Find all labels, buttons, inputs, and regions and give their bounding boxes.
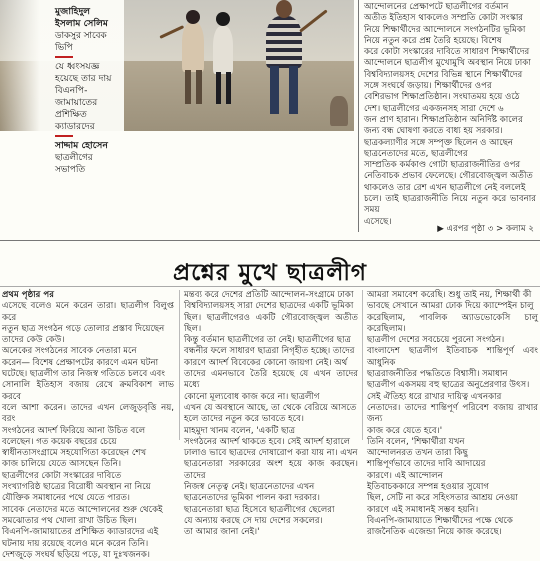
- body-text-line: তিনি বলেন, 'শিক্ষার্থীরা যখন: [367, 436, 465, 447]
- body-text-line: বিএনপি-জামায়াতের প্রশিক্ষিত ক্যাডারদের এই: [2, 527, 159, 538]
- body-text-line: সাম্প্রতিক কর্মকাণ্ড গোটা ছাত্ররাজনীতির ওপর: [364, 160, 521, 171]
- stick: [299, 9, 328, 32]
- column-rule: [362, 290, 363, 440]
- body-text-line: ছাত্রলীগ একসময় বহু ছাত্রের অনুপ্রেরণার উৎস।: [367, 380, 530, 391]
- body-text-line: কাজ করে যেতে হবে।': [367, 425, 443, 436]
- person-head: [186, 10, 200, 24]
- body-text-line: ছাত্রলীগের কোটা সংস্কারের দাবিতে: [2, 470, 122, 481]
- body-column-1: [2, 290, 174, 560]
- body-text-line: রাজনৈতিক এজেন্ডা নিয়ে কাজ করেছে।: [367, 527, 502, 538]
- body-text-line: আমরা সমাবেশ করেছি। শুধু তাই নয়, শিক্ষার্থী কী: [367, 290, 532, 300]
- body-text-line: ছাত্রনেতাদের ভূমিকা পালন করা দরকার।: [184, 493, 320, 504]
- caption-accent-bar: [55, 135, 73, 137]
- caption-role: ছাত্রলীগের সভাপতি: [55, 153, 93, 175]
- body-text-line: কিন্তু বর্তমান ছাত্রলীগের তা নেই। ছাত্রলীগের ছাত্র: [184, 335, 351, 346]
- body-text-line: স্বাধীনতাসংগ্রামে সহযোগিতা করেছেন শেখ: [2, 448, 147, 459]
- body-text-line: তা আমার জানা নেই।': [184, 527, 260, 538]
- body-text-line: এসেছে।: [364, 216, 392, 227]
- body-text-line: সমঝোতার পথ খোলা রাখা উচিত ছিল।: [2, 515, 137, 526]
- stick: [159, 25, 184, 39]
- body-text-line: যৌক্তিক সমাধানের পথে যেতে পারত।: [2, 493, 130, 504]
- body-text-line: নেতাদের। তাদের শান্তিপূর্ণ পরিবেশ বজায় রাখার জন্য: [367, 402, 538, 425]
- story-headline: প্রশ্নের মুখে ছাত্রলীগ: [173, 259, 367, 286]
- body-text-line: যে অন্যায় করছে সে দায় দেশের সকলের।: [184, 515, 323, 526]
- body-text-line: করেছিলাম, পাবলিক অ্যাডভোকেসি চালু করেছিলাম।: [367, 312, 538, 334]
- person-head: [276, 0, 292, 18]
- body-text-line: আন্দোলনের প্রেক্ষাপটে ছাত্রলীগের বর্তমান: [364, 2, 509, 12]
- person-leg: [216, 72, 221, 104]
- body-text-line: ছাত্রনেতারা ছাত্র হিসেবে ছাত্রলীগের ছেলেরা: [184, 504, 335, 515]
- body-text-line: বলেছেন। গত কয়েক বছরের চেয়ে: [2, 436, 117, 447]
- body-text-line: থাকলেও তার রেশ এখন ছাত্রলীগে নেই বললেই: [364, 182, 526, 193]
- body-text-line: করেন— বিশেষ প্রেক্ষাপটের কারণে এমন ঘটনা: [2, 357, 159, 368]
- person-leg: [226, 72, 231, 104]
- column-label: প্রথম পৃষ্ঠার পর: [2, 290, 54, 300]
- body-text-line: ভাবছে সেখানে আমরা ঢোক দিয়ে ক্যাম্পেইন চালু: [367, 301, 534, 312]
- body-text-line: সংখ্যাগরিষ্ঠ ছাত্রের বিরোধী অবস্থান না নিয়ে: [2, 482, 151, 493]
- caption-name: সাদ্দাম হোসেন: [55, 140, 108, 151]
- body-text-line: নেতিবাচক প্রভাব ফেলেছে। গৌরবোজ্জ্বল অতীত: [364, 171, 533, 182]
- body-text-line: নিয়ে নতুন করে প্রশ্ন তৈরি হয়েছে। বিশেষ: [364, 35, 502, 46]
- person-leg: [196, 70, 202, 104]
- body-text-line: ছাত্রনেতাদের মতে, ছাত্রলীগের: [364, 148, 468, 159]
- body-text-line: জন প্রাণ হারান। শিক্ষাপ্রতিষ্ঠান অনির্দিষ্ট কালের: [364, 114, 523, 125]
- body-text-line: ছাত্রনেতারা সরকারের অংশ হয়ে কাজ করছেন। তাদের: [184, 459, 358, 481]
- body-column-2: [184, 290, 358, 538]
- body-text-line: নিয়ে শিক্ষার্থীদের আন্দোলনে সংগঠনটির ভূমিকা: [364, 24, 526, 35]
- body-text-line: সোনালি ইতিহাস বজায় রেখে ক্রমবিকাশ লাভ করবে: [2, 380, 174, 402]
- body-text-line: বিএনপি-জামায়াতে শিক্ষার্থীদের পক্ষে থেকে: [367, 515, 513, 526]
- body-text-line: মন্তব্য করে দেশের প্রতিটি আন্দোলন-সংগ্রামে ঢাকা: [184, 290, 354, 300]
- body-text-line: আন্দোলনে ছাত্রলীগ মুখোমুখি অবস্থান নিয়ে ঢাকা: [364, 58, 531, 69]
- body-text-line: ছাত্ররাজনীতির পদ্ধতিতে বিশ্বাসী। সমাধান: [367, 369, 508, 380]
- body-text-line: বলে আশা করেন। তাদের এখন লেজুড়বৃত্তি নয়, বরং: [2, 402, 174, 425]
- body-text-line: ছিল, সেটি না করে সহিংসতার আশ্রয় নেওয়া: [367, 493, 518, 504]
- person-head: [216, 12, 230, 26]
- body-text-line: বিশ্ববিদ্যালয়সহ দেশের বিভিন্ন স্থানে শিক্ষার্থীদের: [364, 69, 523, 80]
- body-text-line: সঙ্গে সংঘর্ষে জড়ায়। শিক্ষার্থীদের ওপর: [364, 81, 492, 92]
- body-text-line: মাহমুদা খানম বলেন, 'একটি ছাত্র: [184, 425, 296, 436]
- body-text-line: সেই ঐতিহ্য ধরে রাখার দায়িত্ব এখনকার: [367, 391, 502, 402]
- person-figure: [266, 16, 302, 68]
- column-rule: [358, 0, 359, 232]
- body-text-line: নতুন ছাত্র সংগঠন গড়ে তোলার প্রস্তাব দিয়েছেন: [2, 323, 165, 334]
- caption-person: [55, 6, 118, 54]
- body-text-line: কোনো মূল্যবোধ কাজ করে না। ছাত্রলীগ: [184, 391, 320, 402]
- caption-name: মুজাহিদুল ইসলাম সেলিম: [55, 6, 109, 29]
- bystander-figure: [330, 96, 348, 126]
- body-text-line: ঢালাও ভাবে ছাত্রদের দোষারোপ করা যায় না। এখন: [184, 448, 358, 459]
- body-text-line: চলে। তাই ছাত্ররাজনীতি নিয়ে নতুন করে ভাবনার সময়: [364, 194, 536, 216]
- body-text-line: জন্য বন্ধ ঘোষণা করতে বাধ্য হয় সরকার।: [364, 126, 503, 137]
- body-text-line: বন্ধনীর ফলে সাধারণ ছাত্ররা নিগৃহীত হচ্ছে। তাদের: [184, 346, 355, 357]
- body-text-line: ঘটেছে। ছাত্রলীগ তার নিজস্ব গতিতে চলবে এবং: [2, 369, 165, 380]
- body-text-line: কাজ চালিয়ে যেতে আসছেন তিনি।: [2, 459, 122, 470]
- body-text-line: কারণে এই সমাধানই সম্ভব হয়নি।: [367, 504, 479, 515]
- column-rule: [179, 290, 180, 440]
- body-text-line: হলে তাদের নতুন করে ভাবতে হবে।: [184, 414, 304, 425]
- person-leg: [185, 70, 191, 104]
- body-text-line: কারণে। এই আন্দোলন: [367, 470, 443, 481]
- caption-block: [0, 0, 124, 175]
- body-text-line: আন্দোলনরত তখন তারা কিছু: [367, 448, 468, 459]
- body-text-line: ইতিবাচককারে সম্পন্ন হওয়ার সুযোগ: [367, 482, 490, 493]
- body-text-line: সাবেক নেতাদের মতে আন্দোলনের শুরু থেকেই: [2, 504, 163, 515]
- body-column-3: [367, 290, 538, 538]
- body-text-line: অনেকের সংগঠনের সাবেক নেতারা মনে: [2, 346, 137, 357]
- right-top-column: [364, 2, 536, 227]
- person-leg: [289, 66, 298, 114]
- body-text-line: ছিল। ছাত্রলীগেরও একটি গৌরবোজ্জ্বল অতীত ছিল।: [184, 312, 358, 334]
- body-text-line: বেশিরভাগ শিক্ষাপ্রতিষ্ঠান। সংঘাতময় হয়ে ওঠে: [364, 92, 520, 103]
- body-text-line: সংগঠনের আদর্শ থাকতে হবে। সেই আদর্শ হারালে: [184, 436, 351, 447]
- body-text-line: তাদের এমনভাবে তৈরি হয়েছে যে এখন তাদের মধ্যে: [184, 369, 358, 391]
- body-text-line: এখন যে অবস্থানে আছে, তা থেকে বেরিয়ে আসতে: [184, 402, 357, 413]
- body-text-line: ছাত্রলীগ দেশের সবচেয়ে পুরনো সংগঠন।: [367, 335, 505, 346]
- body-text-line: সংগঠনের আদর্শ ফিরিয়ে আনা উচিত বলে: [2, 425, 146, 436]
- body-text-line: বাংলাদেশ ছাত্রলীগ ইতিবাচক শান্তিপূর্ণ এবং আধুনিক: [367, 346, 538, 368]
- body-text-line: করে কোটা সংস্কারের দাবিতে সাধারণ শিক্ষার্থীদের: [364, 47, 530, 58]
- body-text-line: ছাত্রকল্যাণীর সঙ্গে সম্পৃক্ত ছিলেন ও আছেন: [364, 137, 514, 148]
- body-text-line: তাদের কেউ কেউ।: [2, 335, 65, 346]
- body-text-line: ঘটনায় দায় রয়েছে বলেও মনে করেন তিনি।: [2, 538, 149, 549]
- caption-role: ডাকসুর সাবেক ভিপি: [55, 31, 107, 53]
- caption-person: [55, 140, 118, 176]
- body-text-line: এসেছে বলেও মনে করেন তারা। ছাত্রলীগ বিলুপ্ত করে: [2, 301, 174, 323]
- caption-accent-bar: [55, 56, 73, 58]
- body-text-line: দেশজুড়ে সংঘর্ষ ছড়িয়ে পড়ে, যা দুঃখজনক।: [2, 549, 151, 560]
- body-text-line: শান্তিপূর্ণভাবে তাদের দাবি আদায়ের: [367, 459, 486, 470]
- body-text-line: অতীত ইতিহাস থাকলেও সম্প্রতি কোটা সংস্কার: [364, 13, 524, 24]
- person-figure: [182, 22, 204, 72]
- person-leg: [270, 66, 279, 114]
- caption-quote: যে ধ্বংসযজ্ঞ হয়েছে তার দায় বিএনপি-জামায়াতের প্রশিক্ষিত ক্যাডারদের: [55, 61, 112, 132]
- body-text-line: দেশ। ছাত্রলীগের একজনসহ সারা দেশে ৬: [364, 103, 504, 114]
- person-figure: [213, 26, 233, 74]
- body-text-line: কারণে আদর্শ বিবেকের কোনো জায়গা নেই। অর্থ: [184, 357, 348, 368]
- continued-jump: ▶ এরপর পৃষ্ঠা ৩ > কলাম ২: [437, 224, 534, 234]
- body-text-line: নিজস্ব নেতৃত্ব নেই। ছাত্রনেতাদের এখন: [184, 482, 315, 493]
- body-text-line: বিশ্ববিদ্যালয়সহ সারা দেশের ছাত্রদের একটি ভূমিকা: [184, 301, 354, 312]
- horizontal-rule: [0, 240, 540, 241]
